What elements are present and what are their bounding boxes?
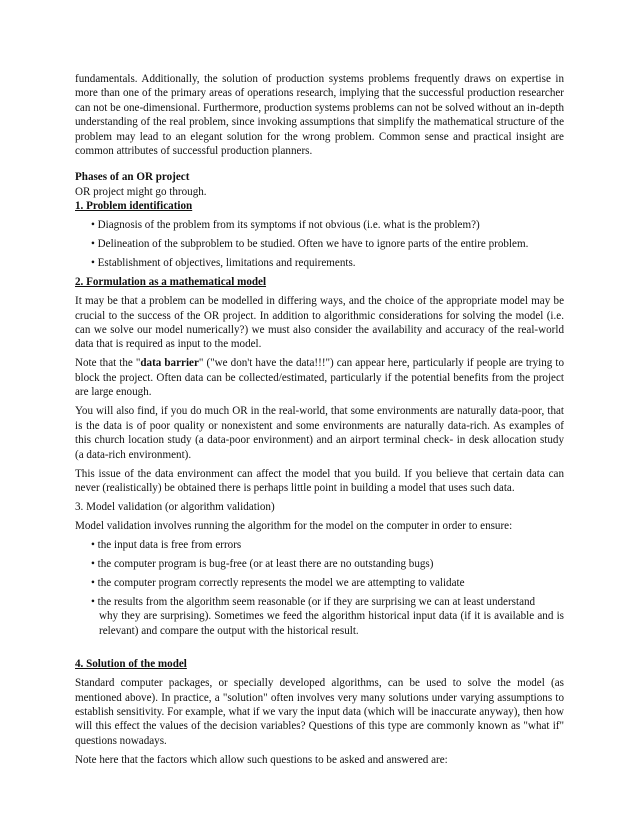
- s2-p2-post: " ("we don't have the data!!!") can appear here, particularly if people are trying to block the project. Often data can be collected/estimated, particularly if the potential benefits from the project are large enough.: [75, 357, 565, 399]
- phases-subtitle: OR project might go through.: [75, 185, 207, 198]
- s4-paragraph-1: Standard computer packages, or specially developed algorithms, can be used to solve the model (as mentioned above). In practice, a "solution" often involves very many solutions under varying assumptions to establish sensitivity. For example, what if we vary the input data (which will be inaccurate anyway), then how will this effect the values of the decision variables? Questions of this type are commonly known as "what if" questions nowadays.: [75, 677, 564, 747]
- s1-bullet-1: • Diagnosis of the problem from its symptoms if not obvious (i.e. what is the problem?): [91, 219, 480, 232]
- intro-paragraph: fundamentals. Additionally, the solution of production systems problems frequently draws on expertise in more than one of the primary areas of operations research, implying that the successful production researcher can not be one-dimensional. Furthermore, production systems problems can not be solved without an in-depth understanding of the real problem, since invoking assumptions that simplify the mathematical structure of the problem may lead to an elegant solution for the wrong problem. Common sense and practical insight are common attributes of successful production planners.: [75, 73, 564, 158]
- s3-bullet-1: • the input data is free from errors: [91, 538, 242, 551]
- section-4-heading: 4. Solution of the model: [75, 658, 187, 671]
- data-barrier-term: data barrier: [140, 357, 199, 370]
- section-1-heading: 1. Problem identification: [75, 200, 193, 213]
- phases-heading: Phases of an OR project: [75, 171, 190, 184]
- s2-paragraph-3: You will also find, if you do much OR in the real-world, that some environments are naturally data-poor, that is the data is of poor quality or nonexistent and some environments are naturally data-rich. As examples of this church location study (a data-poor environment) and an airport terminal check- in desk allocation study (a data-rich environment).: [75, 405, 564, 461]
- s2-paragraph-1: It may be that a problem can be modelled in differing ways, and the choice of the appropriate model may be crucial to the success of the OR project. In addition to algorithmic considerations for solving the model (i.e. can we solve our model numerically?) we must also consider the availability and accuracy of the real-world data that is required as input to the model.: [75, 295, 564, 351]
- s2-paragraph-2: [75, 356, 564, 399]
- s1-bullet-3: • Establishment of objectives, limitations and requirements.: [91, 257, 356, 270]
- s3-bullet-4-first: • the results from the algorithm seem reasonable (or if they are surprising we can at least understand: [91, 595, 536, 608]
- s3-bullet-4-rest: why they are surprising). Sometimes we feed the algorithm historical input data (if it is available and is relevant) and compare the output with the historical result.: [99, 610, 564, 637]
- s4-paragraph-2: Note here that the factors which allow such questions to be asked and answered are:: [75, 753, 448, 766]
- s3-bullet-3: • the computer program correctly represents the model we are attempting to validate: [91, 576, 465, 589]
- s2-p2-pre: Note that the ": [75, 357, 141, 370]
- s3-bullet-2: • the computer program is bug-free (or at least there are no outstanding bugs): [91, 557, 434, 570]
- section-3-heading: 3. Model validation (or algorithm validation): [75, 500, 275, 513]
- s2-paragraph-4: This issue of the data environment can affect the model that you build. If you believe that certain data can never (realistically) be obtained there is perhaps little point in building a model that uses such data.: [75, 467, 564, 494]
- s3-paragraph-1: Model validation involves running the algorithm for the model on the computer in order to ensure:: [75, 519, 513, 532]
- section-2-heading: 2. Formulation as a mathematical model: [75, 276, 267, 289]
- s1-bullet-2: • Delineation of the subproblem to be studied. Often we have to ignore parts of the entire problem.: [91, 238, 529, 251]
- s3-bullet-4: [75, 595, 564, 638]
